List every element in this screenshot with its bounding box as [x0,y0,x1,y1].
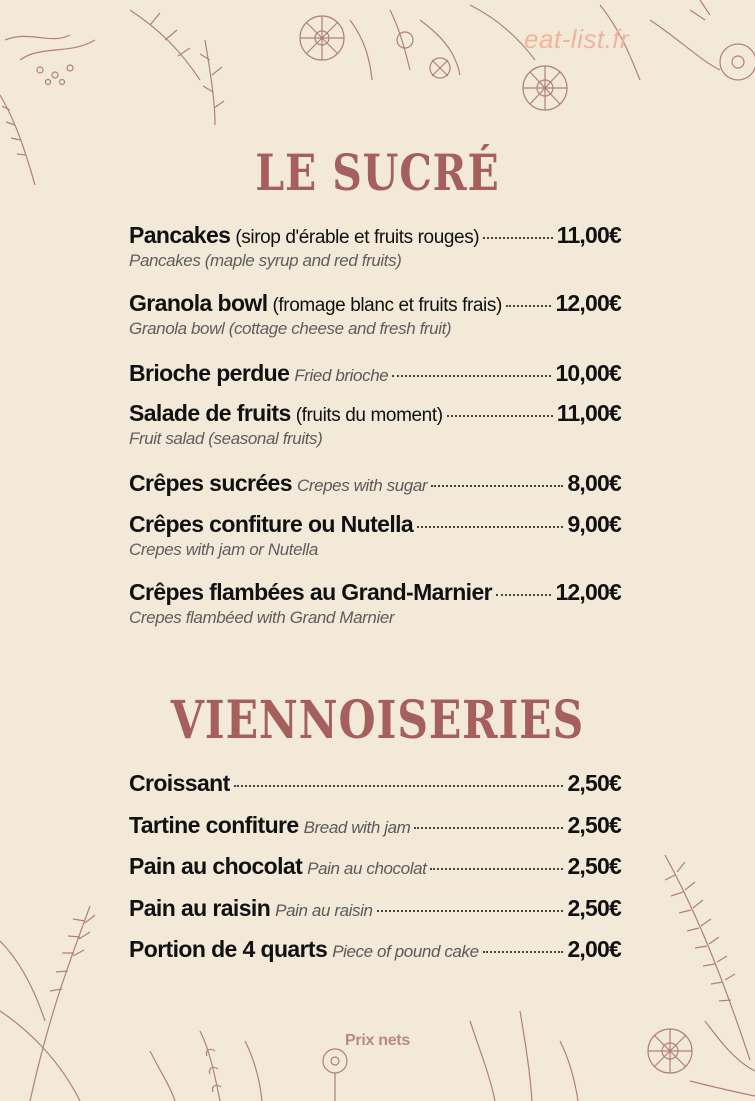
dot-leader [483,237,552,239]
item-name: Pain au raisin [129,895,271,921]
dot-leader [414,827,563,829]
item-translation: Crepes with jam or Nutella [129,540,318,559]
item-desc: Pain au raisin [275,901,373,920]
menu-item-crepes-flambees [129,579,621,628]
menu-item-pain-chocolat [129,853,621,880]
item-price: 11,00€ [556,400,621,426]
menu-item-croissant [129,770,621,797]
item-desc: (fruits du moment) [295,405,443,426]
item-desc: Piece of pound cake [332,942,479,961]
menu-item-salade [129,400,621,449]
dot-leader [447,415,553,417]
dot-leader [483,951,564,953]
menu-item-pain-raisin [129,895,621,922]
dot-leader [377,910,564,912]
dot-leader [417,526,563,528]
item-price: 9,00€ [567,511,621,537]
menu-item-crepes-sucrees [129,470,621,497]
item-translation: Crepes flambéed with Grand Marnier [129,608,395,627]
item-price: 2,50€ [567,895,621,921]
dot-leader [496,594,551,596]
menu-item-pancakes [129,222,621,271]
item-price: 2,50€ [567,853,621,879]
item-translation: Granola bowl (cottage cheese and fresh fruit) [129,319,452,338]
floral-illustration-bottom [0,901,755,1101]
item-name: Salade de fruits [129,400,291,426]
dot-leader [430,868,563,870]
item-translation: Fruit salad (seasonal fruits) [129,429,323,448]
item-name: Granola bowl [129,290,268,316]
item-price: 2,50€ [567,812,621,838]
item-name: Brioche perdue [129,360,290,386]
menu-item-quatre-quarts [129,936,621,963]
item-name: Pain au chocolat [129,853,303,879]
item-price: 2,00€ [567,936,621,962]
item-desc: Pain au chocolat [307,859,427,878]
item-name: Tartine confiture [129,812,299,838]
item-desc: (fromage blanc et fruits frais) [272,295,502,316]
item-name: Portion de 4 quarts [129,936,328,962]
item-name: Pancakes [129,222,231,248]
item-desc: Fried brioche [294,366,389,385]
item-translation: Pancakes (maple syrup and red fruits) [129,251,402,270]
item-price: 8,00€ [567,470,621,496]
menu-item-crepes-confiture [129,511,621,560]
dot-leader [234,785,564,787]
menu-item-brioche [129,360,621,387]
dot-leader [392,375,551,377]
item-name: Crêpes sucrées [129,470,292,496]
item-price: 12,00€ [555,290,621,316]
item-desc: Crepes with sugar [296,476,428,495]
item-price: 12,00€ [555,579,621,605]
item-desc: Bread with jam [303,818,411,837]
item-price: 2,50€ [567,770,621,796]
watermark: eat-list.fr [524,24,630,54]
item-name: Crêpes flambées au Grand-Marnier [129,579,492,605]
dot-leader [506,305,552,307]
menu-item-tartine [129,812,621,839]
footer-prix-nets: Prix nets [345,1032,410,1049]
menu-item-granola [129,290,621,339]
item-price: 10,00€ [555,360,621,386]
dot-leader [431,485,563,487]
item-price: 11,00€ [556,222,621,248]
item-desc: (sirop d'érable et fruits rouges) [235,227,480,248]
item-name: Crêpes confiture ou Nutella [129,511,414,537]
section-title-viennoiseries: VIENNOISERIES [170,690,585,751]
item-name: Croissant [129,770,230,796]
section-title-sucre: LE SUCRÉ [255,143,500,202]
